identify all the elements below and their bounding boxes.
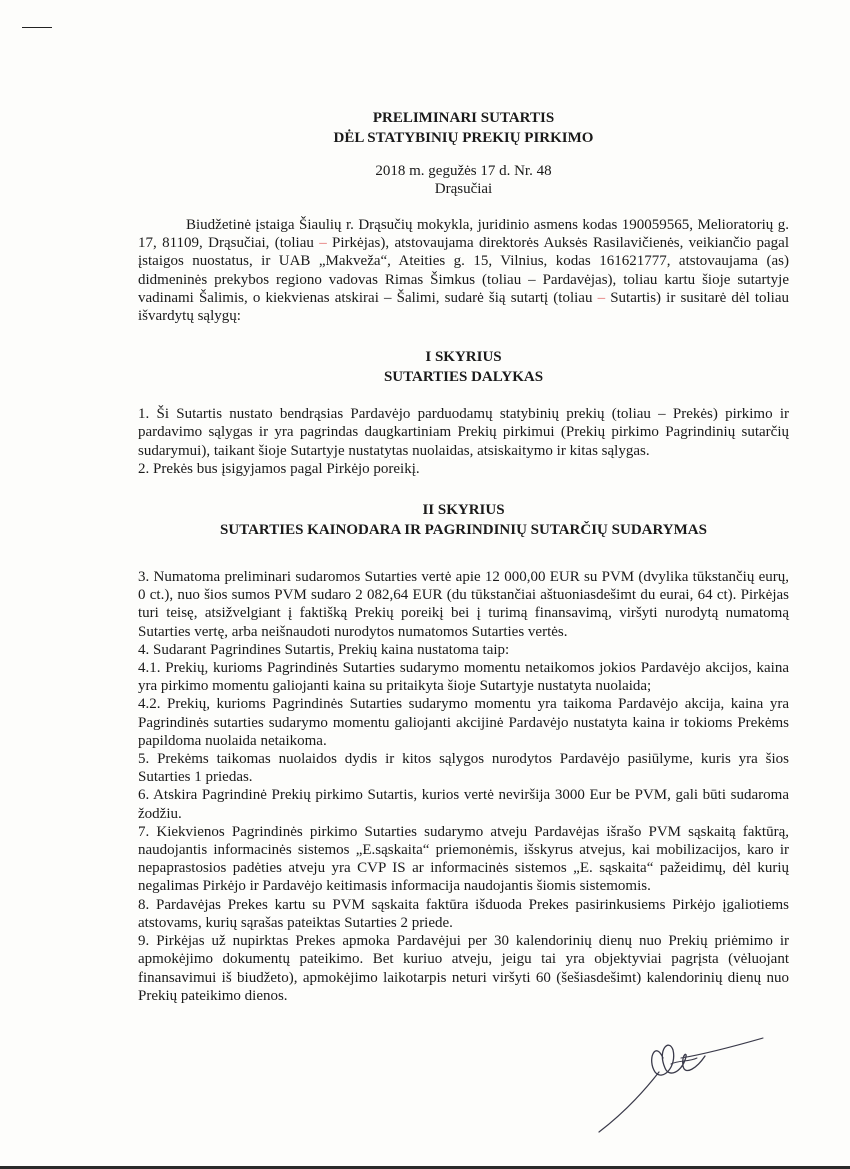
chapter-1-number: I SKYRIUS <box>425 349 502 366</box>
handwritten-signature <box>585 1020 775 1140</box>
clause-1: 1. Ši Sutartis nustato bendrąsias Pardavėjo parduodamų statybinių prekių (toliau – Prekės) pirkimo ir pardavimo sąlygas ir yra pagrindas daugkartiniam Prekių pirkimui (Prekių pirkimo Pagrindinių sutarčių sudarymui), taikant šioje Sutartyje nustatytas nuolaidas, atsiskaitymo ir kitas sąlygas. <box>138 406 789 459</box>
date-place <box>138 162 789 198</box>
chapter-2-body <box>138 568 789 1005</box>
intro-part-2: Pirkėjas), atstovaujama direktorės Auksės Rasilavičienės, veikiančio pagal įstaigos nuostatus, ir UAB „Makveža“, Ateities g. 15, Vilnius, kodas 161621777, atstovaujama (as) didmeninės prekybos regiono vadovas Rimas Šimkus (toliau – Pardavėjas), toliau kartu šioje sutartyje vadinami Šalimis, o kiekvienas atskirai – Šalimi, sudarė šią sutartį (toliau <box>138 235 789 306</box>
scan-mark <box>22 27 52 28</box>
intro-paragraph <box>138 216 789 325</box>
clause-4-2: 4.2. Prekių, kurioms Pagrindinės Sutarties sudarymo momentu yra taikoma Pardavėjo akcija, kaina yra Pagrindinės sutarties sudarymo momentu galiojanti akcijinė Pardavėjo nustatyta kaina ir tokioms Prekėms papildoma nuolaida netaikoma. <box>138 696 789 749</box>
clause-4: 4. Sudarant Pagrindines Sutartis, Prekių kaina nustatoma taip: <box>138 641 510 658</box>
intro-part-3: Sutartis) ir susitarė dėl toliau išvardytų sąlygų: <box>138 289 789 325</box>
clause-3: 3. Numatoma preliminari sudaromos Sutarties vertė apie 12 000,00 EUR su PVM (dvylika tūkstančių eurų, 0 ct.), nuo šios sumos PVM sudaro 2 082,64 EUR (du tūkstančiai aštuoniasdešimt du eurai, 64 ct). Pirkėjas turi teisę, atsižvelgiant į faktišką Prekių poreikį bei į turimą finansavimą, viršyti nurodytą numatomą Sutarties vertę, arba neišnaudoti nurodytos numatomos Sutarties vertės. <box>138 569 789 640</box>
document-page <box>138 108 789 1005</box>
chapter-2-heading <box>138 500 789 540</box>
clause-2: 2. Prekės bus įsigyjamos pagal Pirkėjo poreikį. <box>138 460 420 477</box>
document-title <box>138 108 789 148</box>
chapter-2-title: SUTARTIES KAINODARA IR PAGRINDINIŲ SUTARČIŲ SUDARYMAS <box>220 522 707 539</box>
clause-5: 5. Prekėms taikomas nuolaidos dydis ir kitos sąlygos nurodytos Pardavėjo pasiūlyme, kuris yra šios Sutarties 1 priedas. <box>138 751 789 786</box>
clause-4-1: 4.1. Prekių, kurioms Pagrindinės Sutarties sudarymo momentu netaikomos jokios Pardavėjo akcijos, kaina yra pirkimo momentu galiojanti kaina su pritaikyta šioje Sutartyje nustatyta nuolaida; <box>138 660 789 695</box>
clause-8: 8. Pardavėjas Prekes kartu su PVM sąskaita faktūra išduoda Prekes pasirinkusiems Pirkėjo įgaliotiems atstovams, kurių sąrašas pateiktas Sutarties 2 priede. <box>138 896 789 931</box>
title-line-2: DĖL STATYBINIŲ PREKIŲ PIRKIMO <box>333 130 594 146</box>
intro-dash-1: – <box>319 235 327 252</box>
chapter-2-number: II SKYRIUS <box>422 502 505 519</box>
intro-part-1: Biudžetinė įstaiga Šiaulių r. Drąsučių mokykla, juridinio asmens kodas 190059565, Melioratorių g. 17, 81109, Drąsučiai, (toliau <box>138 217 789 252</box>
intro-dash-2: – <box>597 289 606 306</box>
chapter-1-heading <box>138 347 789 387</box>
clause-7: 7. Kiekvienos Pagrindinės pirkimo Sutarties sudarymo atveju Pardavėjas išrašo PVM sąskaitą faktūrą, naudojantis informacinės sistemos „E.sąskaita“ priemonėmis, išskyrus atvejus, kai mobilizacijos, karo ir nepaprastosios padėties atveju yra CVP IS ar informacinės sistemos „E. sąskaita“ pažeidimų, dėl kurių negalimas Pirkėjo ir Pardavėjo keitimasis informacija naudojantis šiomis sistemomis. <box>138 823 789 895</box>
title-line-1: PRELIMINARI SUTARTIS <box>372 110 555 126</box>
chapter-1-title: SUTARTIES DALYKAS <box>383 369 544 386</box>
place-line: Drąsučiai <box>434 181 493 197</box>
clause-9: 9. Pirkėjas už nupirktas Prekes apmoka Pardavėjui per 30 kalendorinių dienų nuo Prekių priėmimo ir apmokėjimo dokumentų pateikimo. Bet kuriuo atveju, jeigu tai yra objektyviai pagrįsta (vėluojant finansavimui iš biudžeto), apmokėjimo laikotarpis neturi viršyti 60 (šešiasdešimt) kalendorinių dienų nuo Prekių pateikimo dienos. <box>138 933 789 1004</box>
date-line: 2018 m. gegužės 17 d. Nr. 48 <box>375 163 552 179</box>
clause-6: 6. Atskira Pagrindinė Prekių pirkimo Sutartis, kurios vertė neviršija 3000 Eur be PVM, gali būti sudaroma žodžiu. <box>138 787 789 822</box>
chapter-1-body <box>138 405 789 478</box>
